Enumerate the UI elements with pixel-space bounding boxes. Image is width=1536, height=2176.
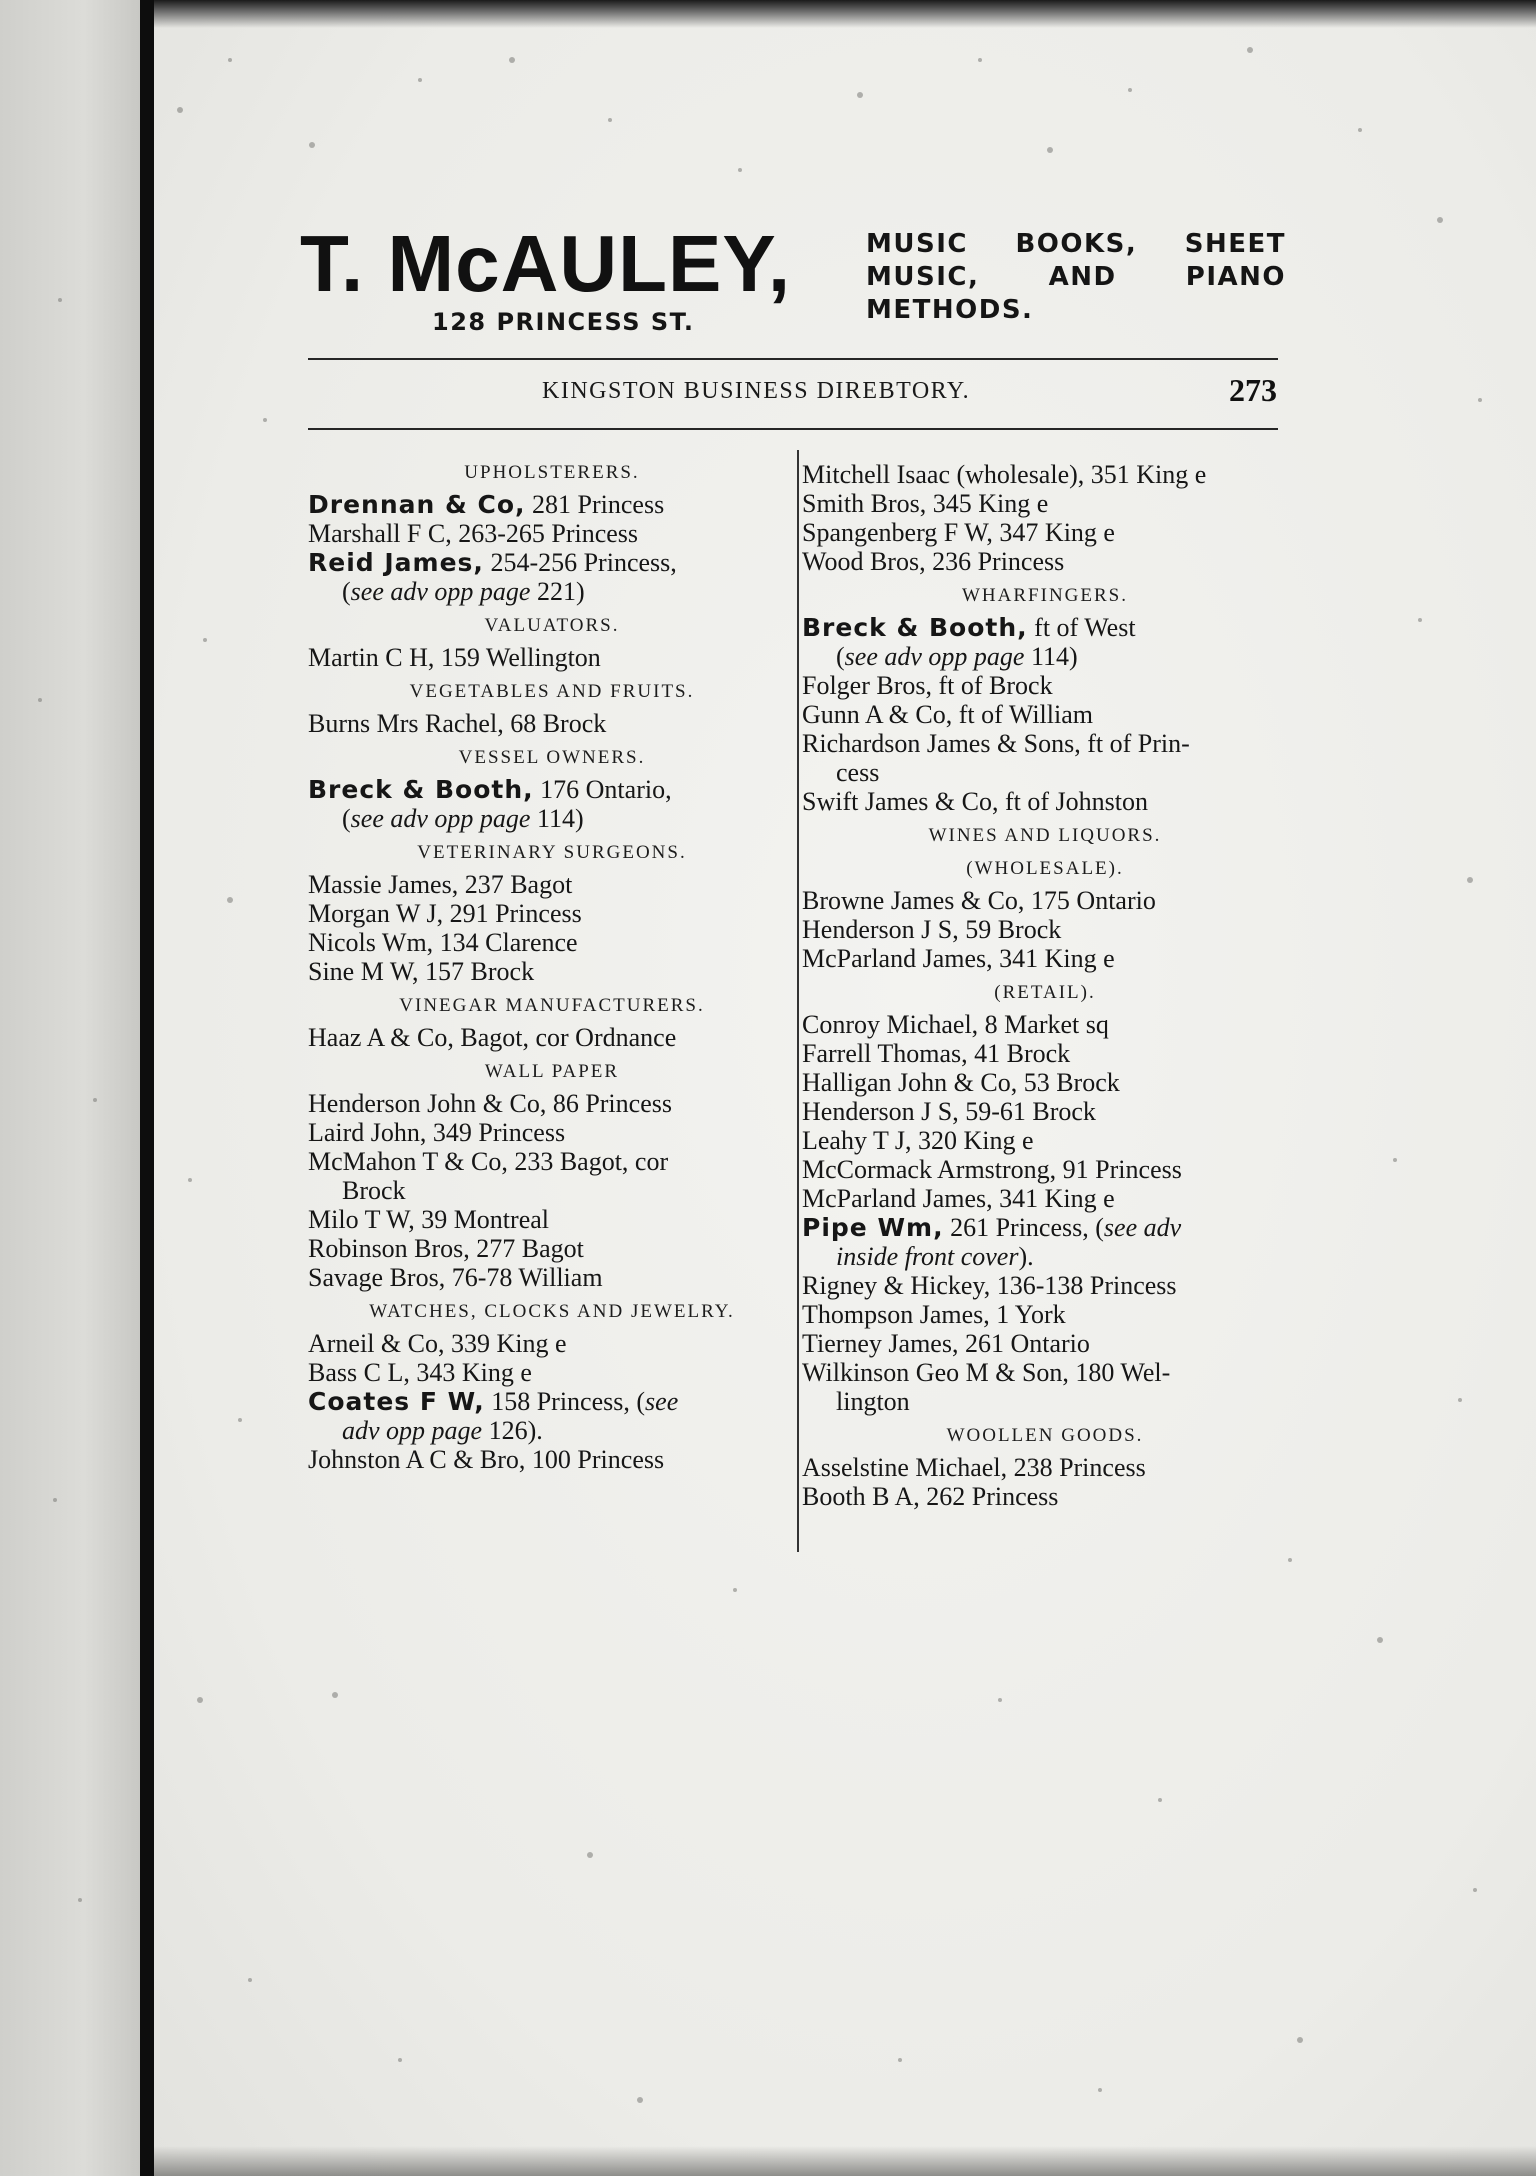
listing-entry: Wilkinson Geo M & Son, 180 Wel- [802, 1358, 1171, 1387]
listing-continuation: Brock [342, 1176, 406, 1205]
listing-entry: Thompson James, 1 York [802, 1300, 1066, 1329]
header-rule-top [308, 358, 1278, 360]
subsection-heading: (WHOLESALE). [966, 858, 1124, 879]
listing-name-bold: Coates F W, [308, 1387, 485, 1416]
section-heading: WALL PAPER [484, 1061, 620, 1082]
column-divider [797, 450, 799, 1552]
listing-address: 281 Princess [525, 490, 665, 519]
advertiser-address: 128 PRINCESS ST. [432, 308, 695, 336]
listing-entry: Henderson John & Co, 86 Princess [308, 1089, 672, 1118]
listing-continuation: lington [836, 1387, 910, 1416]
listing-entry [308, 775, 796, 804]
listing-entry: Milo T W, 39 Montreal [308, 1205, 549, 1234]
listing-entry: Martin C H, 159 Wellington [308, 643, 601, 672]
listing-entry: McMahon T & Co, 233 Bagot, cor [308, 1147, 669, 1176]
advertisement-banner [300, 219, 1286, 340]
section-heading: UPHOLSTERERS. [464, 462, 640, 483]
listing-entry [308, 490, 796, 519]
section-heading: WINES AND LIQUORS. [928, 825, 1162, 846]
listing-entry: Arneil & Co, 339 King e [308, 1329, 567, 1358]
listing-entry: Coates F W, 158 Princess, (see [308, 1387, 679, 1416]
listing-name-bold: Breck & Booth, [802, 613, 1028, 642]
listing-entry: Burns Mrs Rachel, 68 Brock [308, 709, 607, 738]
listing-entry: Folger Bros, ft of Brock [802, 671, 1053, 700]
listing-entry: Asselstine Michael, 238 Princess [802, 1453, 1146, 1482]
listing-note: adv opp page 126). [342, 1416, 543, 1445]
listing-entry: Gunn A & Co, ft of William [802, 700, 1093, 729]
listing-entry: Wood Bros, 236 Princess [802, 547, 1065, 576]
listing-entry: Spangenberg F W, 347 King e [802, 518, 1115, 547]
listing-entry: Haaz A & Co, Bagot, cor Ordnance [308, 1023, 677, 1052]
listing-entry: Robinson Bros, 277 Bagot [308, 1234, 584, 1263]
listing-note: inside front cover). [836, 1242, 1034, 1271]
listing-address: 254-256 Princess, [483, 548, 677, 577]
section-heading: VEGETABLES AND FRUITS. [409, 681, 695, 702]
section-heading: VINEGAR MANUFACTURERS. [399, 995, 705, 1016]
listing-address: ft of West [1027, 613, 1136, 642]
listing-entry: Leahy T J, 320 King e [802, 1126, 1034, 1155]
listing-entry: McCormack Armstrong, 91 Princess [802, 1155, 1182, 1184]
section-heading: WOOLLEN GOODS. [946, 1425, 1144, 1446]
listing-entry: McParland James, 341 King e [802, 944, 1115, 973]
listing-entry: Laird John, 349 Princess [308, 1118, 566, 1147]
listing-entry: Richardson James & Sons, ft of Prin- [802, 729, 1190, 758]
listing-note: (see adv opp page 114) [836, 642, 1078, 671]
listing-entry: Bass C L, 343 King e [308, 1358, 532, 1387]
listing-entry: Farrell Thomas, 41 Brock [802, 1039, 1071, 1068]
listing-entry: Sine M W, 157 Brock [308, 957, 535, 986]
listing-address: 261 Princess, ( [943, 1213, 1104, 1242]
listing-entry: Booth B A, 262 Princess [802, 1482, 1059, 1511]
listing-name-bold: Reid James, [308, 548, 484, 577]
listing-entry: Browne James & Co, 175 Ontario [802, 886, 1156, 915]
listing-entry: Mitchell Isaac (wholesale), 351 King e [802, 460, 1207, 489]
listing-entry: Tierney James, 261 Ontario [802, 1329, 1090, 1358]
listing-name-bold: Pipe Wm, [802, 1213, 944, 1242]
header-rule-bottom [308, 428, 1278, 430]
advertiser-description: MUSIC BOOKS, SHEET MUSIC, AND PIANO METHODS. [866, 229, 1286, 325]
section-heading: VALUATORS. [484, 615, 620, 636]
section-heading: VESSEL OWNERS. [458, 747, 646, 768]
listing-entry: Johnston A C & Bro, 100 Princess [308, 1445, 665, 1474]
listing-entry: Henderson J S, 59-61 Brock [802, 1097, 1096, 1126]
listing-note: (see adv opp page 114) [342, 804, 584, 833]
listing-entry: Massie James, 237 Bagot [308, 870, 573, 899]
right-column [802, 460, 1288, 1511]
section-heading: WHARFINGERS. [962, 585, 1128, 606]
listing-entry: Savage Bros, 76-78 William [308, 1263, 603, 1292]
left-column [308, 460, 796, 1474]
listing-entry: Smith Bros, 345 King e [802, 489, 1049, 518]
listing-entry: Henderson J S, 59 Brock [802, 915, 1062, 944]
running-title: KINGSTON BUSINESS DIREBTORY. [542, 378, 971, 404]
page-number: 273 [1229, 372, 1277, 408]
listing-entry: Nicols Wm, 134 Clarence [308, 928, 578, 957]
section-heading: WATCHES, CLOCKS AND JEWELRY. [369, 1301, 735, 1322]
section-heading: VETERINARY SURGEONS. [417, 842, 687, 863]
subsection-heading: (RETAIL). [994, 982, 1096, 1003]
listing-address: 176 Ontario, [533, 775, 672, 804]
listing-entry [308, 548, 796, 577]
listing-continuation: cess [836, 758, 880, 787]
listing-entry: Swift James & Co, ft of Johnston [802, 787, 1148, 816]
listing-entry [802, 613, 1288, 642]
listing-address: 158 Princess, ( [484, 1387, 646, 1416]
listing-name-bold: Drennan & Co, [308, 490, 526, 519]
listing-entry: Conroy Michael, 8 Market sq [802, 1010, 1109, 1039]
listing-entry: Rigney & Hickey, 136-138 Princess [802, 1271, 1177, 1300]
listing-entry: Pipe Wm, 261 Princess, (see adv [802, 1213, 1182, 1242]
listing-entry: Morgan W J, 291 Princess [308, 899, 582, 928]
advertiser-name: T. McAULEY, [300, 219, 792, 308]
listing-entry: Halligan John & Co, 53 Brock [802, 1068, 1120, 1097]
listing-name-bold: Breck & Booth, [308, 775, 534, 804]
listing-note: (see adv opp page 221) [342, 577, 585, 606]
listing-entry: Marshall F C, 263-265 Princess [308, 519, 639, 548]
listing-entry: McParland James, 341 King e [802, 1184, 1115, 1213]
